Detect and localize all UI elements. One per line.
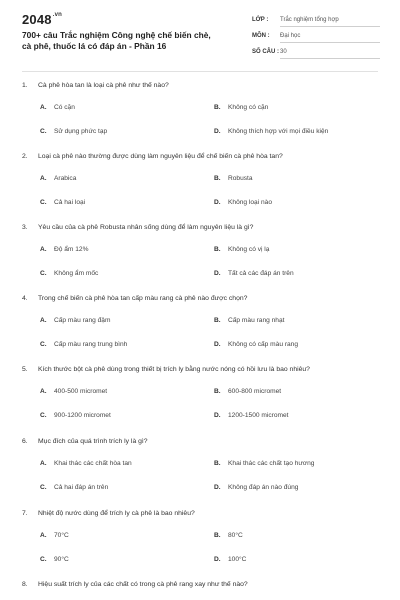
option-letter: B. (214, 317, 221, 324)
question-text: Mục đích của quá trình trích ly là gì? (38, 438, 148, 445)
site-logo[interactable] (22, 12, 62, 27)
meta-underline (280, 42, 380, 43)
option-c[interactable] (40, 270, 98, 282)
question-number: 6. (22, 438, 28, 445)
option-letter: B. (214, 460, 221, 467)
option-text: Arabica (54, 175, 77, 182)
option-a[interactable] (40, 388, 107, 400)
meta-underline (280, 26, 380, 27)
option-text: 1200-1500 micromet (228, 412, 289, 419)
option-b[interactable] (214, 317, 284, 329)
option-letter: A. (40, 246, 47, 253)
meta-underline (280, 58, 380, 59)
option-letter: A. (40, 388, 47, 395)
option-text: Có cặn (54, 104, 75, 111)
question-text: Cà phê hòa tan là loại cà phê như thế nào? (38, 82, 169, 89)
option-text: 400-500 micromet (54, 388, 108, 395)
option-text: Không có vị lạ (228, 246, 270, 253)
option-b[interactable] (214, 175, 253, 187)
option-letter: C. (40, 199, 47, 206)
option-letter: D. (214, 270, 221, 277)
document-title: 700+ câu Trắc nghiệm Công nghệ chế biến chè, cà phê, thuốc lá có đáp án - Phần 16 (22, 30, 211, 51)
header-divider (22, 71, 378, 72)
question-item (0, 224, 400, 298)
question-number: 4. (22, 295, 28, 302)
option-text: Cả hai loại (54, 199, 86, 206)
logo-main: 2048 (22, 12, 52, 27)
page-header (0, 0, 400, 66)
option-text: Cấp màu rang nhạt (228, 317, 285, 324)
question-number: 8. (22, 581, 28, 588)
question-number: 3. (22, 224, 28, 231)
question-item (0, 510, 400, 584)
option-text: Tất cả các đáp án trên (228, 270, 294, 277)
meta-value: Đại học (280, 33, 301, 39)
option-letter: A. (40, 317, 47, 324)
option-letter: D. (214, 412, 221, 419)
option-c[interactable] (40, 128, 107, 140)
option-c[interactable] (40, 556, 69, 568)
option-a[interactable] (40, 460, 132, 472)
option-text: Khai thác các chất hòa tan (54, 460, 132, 467)
option-d[interactable] (214, 412, 288, 424)
meta-row-count (252, 46, 380, 62)
option-letter: B. (214, 175, 221, 182)
question-text: Yêu cầu của cà phê Robusta nhân sống dùng để làm nguyên liệu là gì? (38, 224, 254, 231)
option-b[interactable] (214, 532, 243, 544)
option-text: 900-1200 micromet (54, 412, 111, 419)
meta-row-class (252, 14, 380, 30)
option-letter: D. (214, 484, 221, 491)
option-letter: D. (214, 199, 221, 206)
option-a[interactable] (40, 175, 76, 187)
option-d[interactable] (214, 199, 272, 211)
question-text: Nhiệt độ nước dùng để trích ly cà phê là bao nhiêu? (38, 510, 195, 517)
option-text: Cấp màu rang đậm (54, 317, 111, 324)
option-text: Cả hai đáp án trên (54, 484, 109, 491)
option-text: 70°C (54, 532, 69, 539)
option-letter: A. (40, 104, 47, 111)
option-text: Không loại nào (228, 199, 272, 206)
question-item (0, 581, 400, 595)
option-letter: D. (214, 556, 221, 563)
option-text: Không ẩm mốc (54, 270, 99, 277)
question-number: 7. (22, 510, 28, 517)
option-text: 90°C (54, 556, 69, 563)
option-letter: D. (214, 341, 221, 348)
option-a[interactable] (40, 246, 88, 258)
option-a[interactable] (40, 317, 110, 329)
option-letter: B. (214, 532, 221, 539)
option-a[interactable] (40, 104, 75, 116)
option-b[interactable] (214, 104, 268, 116)
option-letter: C. (40, 484, 47, 491)
option-d[interactable] (214, 270, 294, 282)
option-a[interactable] (40, 532, 69, 544)
meta-label: MÔN : (252, 33, 270, 39)
option-b[interactable] (214, 388, 281, 400)
option-letter: D. (214, 128, 221, 135)
option-b[interactable] (214, 246, 269, 258)
option-letter: C. (40, 556, 47, 563)
option-c[interactable] (40, 412, 111, 424)
question-item (0, 295, 400, 369)
option-text: Không thích hợp với mọi điều kiện (228, 128, 329, 135)
question-text: Loại cà phê nào thường được dùng làm nguyên liệu để chế biến cà phê hòa tan? (38, 153, 283, 160)
option-text: Không có cấp màu rang (228, 341, 299, 348)
option-text: Cấp màu rang trung bình (54, 341, 128, 348)
option-letter: C. (40, 270, 47, 277)
logo-tld: .vn (52, 12, 63, 18)
question-number: 5. (22, 366, 28, 373)
option-d[interactable] (214, 128, 328, 140)
option-text: 600-800 micromet (228, 388, 282, 395)
option-letter: B. (214, 388, 221, 395)
meta-value: Trắc nghiệm tổng hợp (280, 17, 339, 23)
meta-value: 30 (280, 49, 287, 55)
option-text: Độ ẩm 12% (54, 246, 89, 253)
option-letter: C. (40, 341, 47, 348)
option-letter: A. (40, 460, 47, 467)
question-item (0, 438, 400, 512)
option-text: 100°C (228, 556, 247, 563)
meta-label: SỐ CÂU : (252, 49, 279, 55)
option-text: Khai thác các chất tạo hương (228, 460, 315, 467)
option-letter: A. (40, 175, 47, 182)
option-c[interactable] (40, 341, 127, 353)
option-text: Sử dụng phức tạp (54, 128, 108, 135)
option-letter: B. (214, 104, 221, 111)
option-d[interactable] (214, 556, 246, 568)
question-text: Kích thước bột cà phê dùng trong thiết bị trích ly bằng nước nóng có hồi lưu là bao nhiêu? (38, 366, 310, 373)
option-letter: C. (40, 412, 47, 419)
option-letter: B. (214, 246, 221, 253)
option-text: Robusta (228, 175, 253, 182)
question-item (0, 82, 400, 156)
question-item (0, 153, 400, 227)
option-c[interactable] (40, 484, 108, 496)
option-c[interactable] (40, 199, 85, 211)
meta-row-subject (252, 30, 380, 46)
option-text: 80°C (228, 532, 243, 539)
meta-panel (252, 14, 380, 62)
question-number: 1. (22, 82, 28, 89)
option-letter: C. (40, 128, 47, 135)
question-text: Hiệu suất trích ly của các chất có trong cà phê rang xay như thế nào? (38, 581, 248, 588)
option-text: Không đáp án nào đúng (228, 484, 299, 491)
meta-label: LỚP : (252, 17, 269, 23)
option-d[interactable] (214, 341, 298, 353)
question-item (0, 366, 400, 440)
option-letter: A. (40, 532, 47, 539)
question-text: Trong chế biến cà phê hòa tan cấp màu rang cà phê nào được chọn? (38, 295, 248, 302)
question-number: 2. (22, 153, 28, 160)
option-b[interactable] (214, 460, 314, 472)
option-text: Không có cặn (228, 104, 269, 111)
option-d[interactable] (214, 484, 298, 496)
